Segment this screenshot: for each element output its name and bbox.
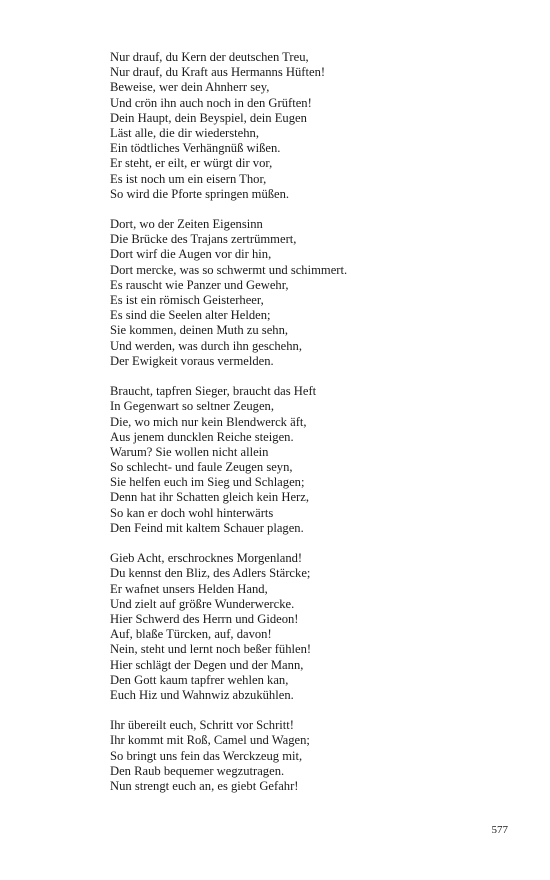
verse-line: Dort mercke, was so schwermt und schimmert. [110, 262, 348, 277]
verse-line: Nun strengt euch an, es giebt Gefahr! [110, 779, 299, 793]
verse-line: Gieb Acht, erschrocknes Morgenland! [110, 551, 303, 566]
verse-line: Aus jenem duncklen Reiche steigen. [110, 429, 294, 444]
verse-line: Läst alle, die dir wiederstehn, [110, 125, 259, 140]
verse-line: Und crön ihn auch noch in den Grüften! [110, 95, 312, 110]
verse-line: Es ist noch um ein eisern Thor, [110, 171, 267, 186]
verse-line: Die, wo mich nur kein Blendwerck äft, [110, 414, 307, 429]
verse-line: So schlecht- und faule Zeugen seyn, [110, 460, 293, 475]
verse-line: So kan er doch wohl hinterwärts [110, 505, 274, 520]
verse-line: Es rauscht wie Panzer und Gewehr, [110, 277, 289, 292]
page-number: 577 [491, 824, 508, 836]
verse-line: So wird die Pforte springen müßen. [110, 186, 290, 201]
verse-line: In Gegenwart so seltner Zeugen, [110, 399, 275, 414]
verse-line: Der Ewigkeit voraus vermelden. [110, 353, 274, 368]
verse-line: Sie kommen, deinen Muth zu sehn, [110, 323, 289, 338]
stanza [110, 384, 510, 536]
verse-line: Braucht, tapfren Sieger, braucht das Heft [110, 384, 317, 399]
verse-line: Nur drauf, du Kraft aus Hermanns Hüften! [110, 65, 326, 80]
verse-line: Auf, blaße Türcken, auf, davon! [110, 627, 272, 642]
verse-line: Du kennst den Bliz, des Adlers Stärcke; [110, 566, 311, 581]
verse-line: Ihr übereilt euch, Schritt vor Schritt! [110, 718, 294, 733]
verse-line: Den Raub bequemer wegzutragen. [110, 763, 285, 778]
verse-line: Dein Haupt, dein Beyspiel, dein Eugen [110, 110, 307, 125]
verse-line: Den Gott kaum tapfrer wehlen kan, [110, 672, 289, 687]
verse-line: Er steht, er eilt, er würgt dir vor, [110, 156, 273, 171]
verse-line: Nein, steht und lernt noch beßer fühlen! [110, 642, 312, 657]
stanza [110, 50, 510, 202]
verse-line: Und werden, was durch ihn geschehn, [110, 338, 302, 353]
verse-line: Hier schlägt der Degen und der Mann, [110, 657, 304, 672]
verse-line: Dort, wo der Zeiten Eigensinn [110, 217, 263, 232]
verse-line: Er wafnet unsers Helden Hand, [110, 581, 268, 596]
verse-line: Warum? Sie wollen nicht allein [110, 444, 269, 459]
verse-line: Die Brücke des Trajans zertrümmert, [110, 232, 297, 247]
verse-line: Beweise, wer dein Ahnherr sey, [110, 80, 270, 95]
stanza [110, 718, 510, 794]
verse-line: Hier Schwerd des Herrn und Gideon! [110, 611, 299, 626]
verse-line: Ein tödtliches Verhängnüß wißen. [110, 141, 281, 156]
verse-line: Denn hat ihr Schatten gleich kein Herz, [110, 490, 309, 505]
verse-line: Nur drauf, du Kern der deutschen Treu, [110, 50, 309, 64]
verse-line: Ihr kommt mit Roß, Camel und Wagen; [110, 733, 310, 748]
verse-line: Den Feind mit kaltem Schauer plagen. [110, 520, 304, 535]
stanza [110, 551, 510, 703]
verse-line: Und zielt auf größre Wunderwercke. [110, 596, 295, 611]
stanza [110, 217, 510, 369]
verse-line: Euch Hiz und Wahnwiz abzukühlen. [110, 687, 294, 702]
verse-line: Es sind die Seelen alter Helden; [110, 308, 271, 323]
verse-line: Dort wirf die Augen vor dir hin, [110, 247, 272, 262]
verse-line: Sie helfen euch im Sieg und Schlagen; [110, 475, 305, 490]
poem-text [110, 50, 510, 809]
verse-line: So bringt uns fein das Werckzeug mit, [110, 748, 303, 763]
verse-line: Es ist ein römisch Geisterheer, [110, 293, 264, 307]
